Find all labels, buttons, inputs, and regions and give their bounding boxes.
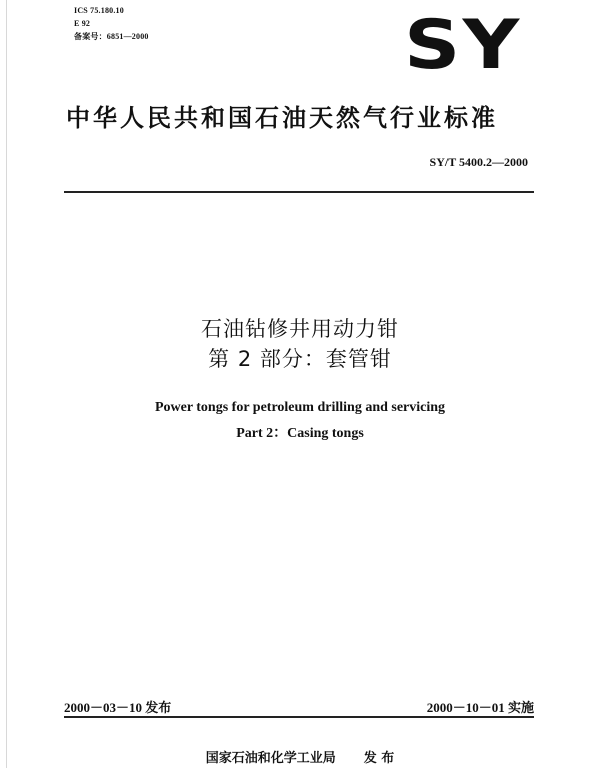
- document-title-en-line1: Power tongs for petroleum drilling and servicing: [154, 400, 446, 415]
- top-divider: [64, 191, 534, 193]
- standard-title: 中华人民共和国石油天然气行业标准: [66, 104, 498, 132]
- ics-code: ICS 75.180.10: [74, 6, 124, 15]
- record-number: 备案号：6851—2000: [74, 32, 149, 41]
- publisher-line: [0, 747, 600, 766]
- metadata-block: [74, 4, 149, 43]
- publisher-action: 发 布: [363, 751, 395, 766]
- issue-date: 2000－03－10 发布: [64, 700, 172, 715]
- implementation-date: 2000－10－01 实施: [426, 700, 534, 715]
- document-title-en-line2: Part 2：Casing tongs: [236, 426, 364, 441]
- scan-edge-line: [6, 0, 7, 768]
- sy-logo: SY: [404, 6, 522, 85]
- document-title-cn-line2: 第 2 部分：套管钳: [208, 347, 392, 371]
- bottom-divider: [64, 716, 534, 718]
- publisher-name: 国家石油和化学工业局: [205, 751, 336, 766]
- document-title-cn-line1: 石油钻修井用动力钳: [201, 317, 399, 341]
- classification-code: E 92: [74, 19, 91, 28]
- standard-code: SY/T 5400.2—2000: [429, 155, 528, 169]
